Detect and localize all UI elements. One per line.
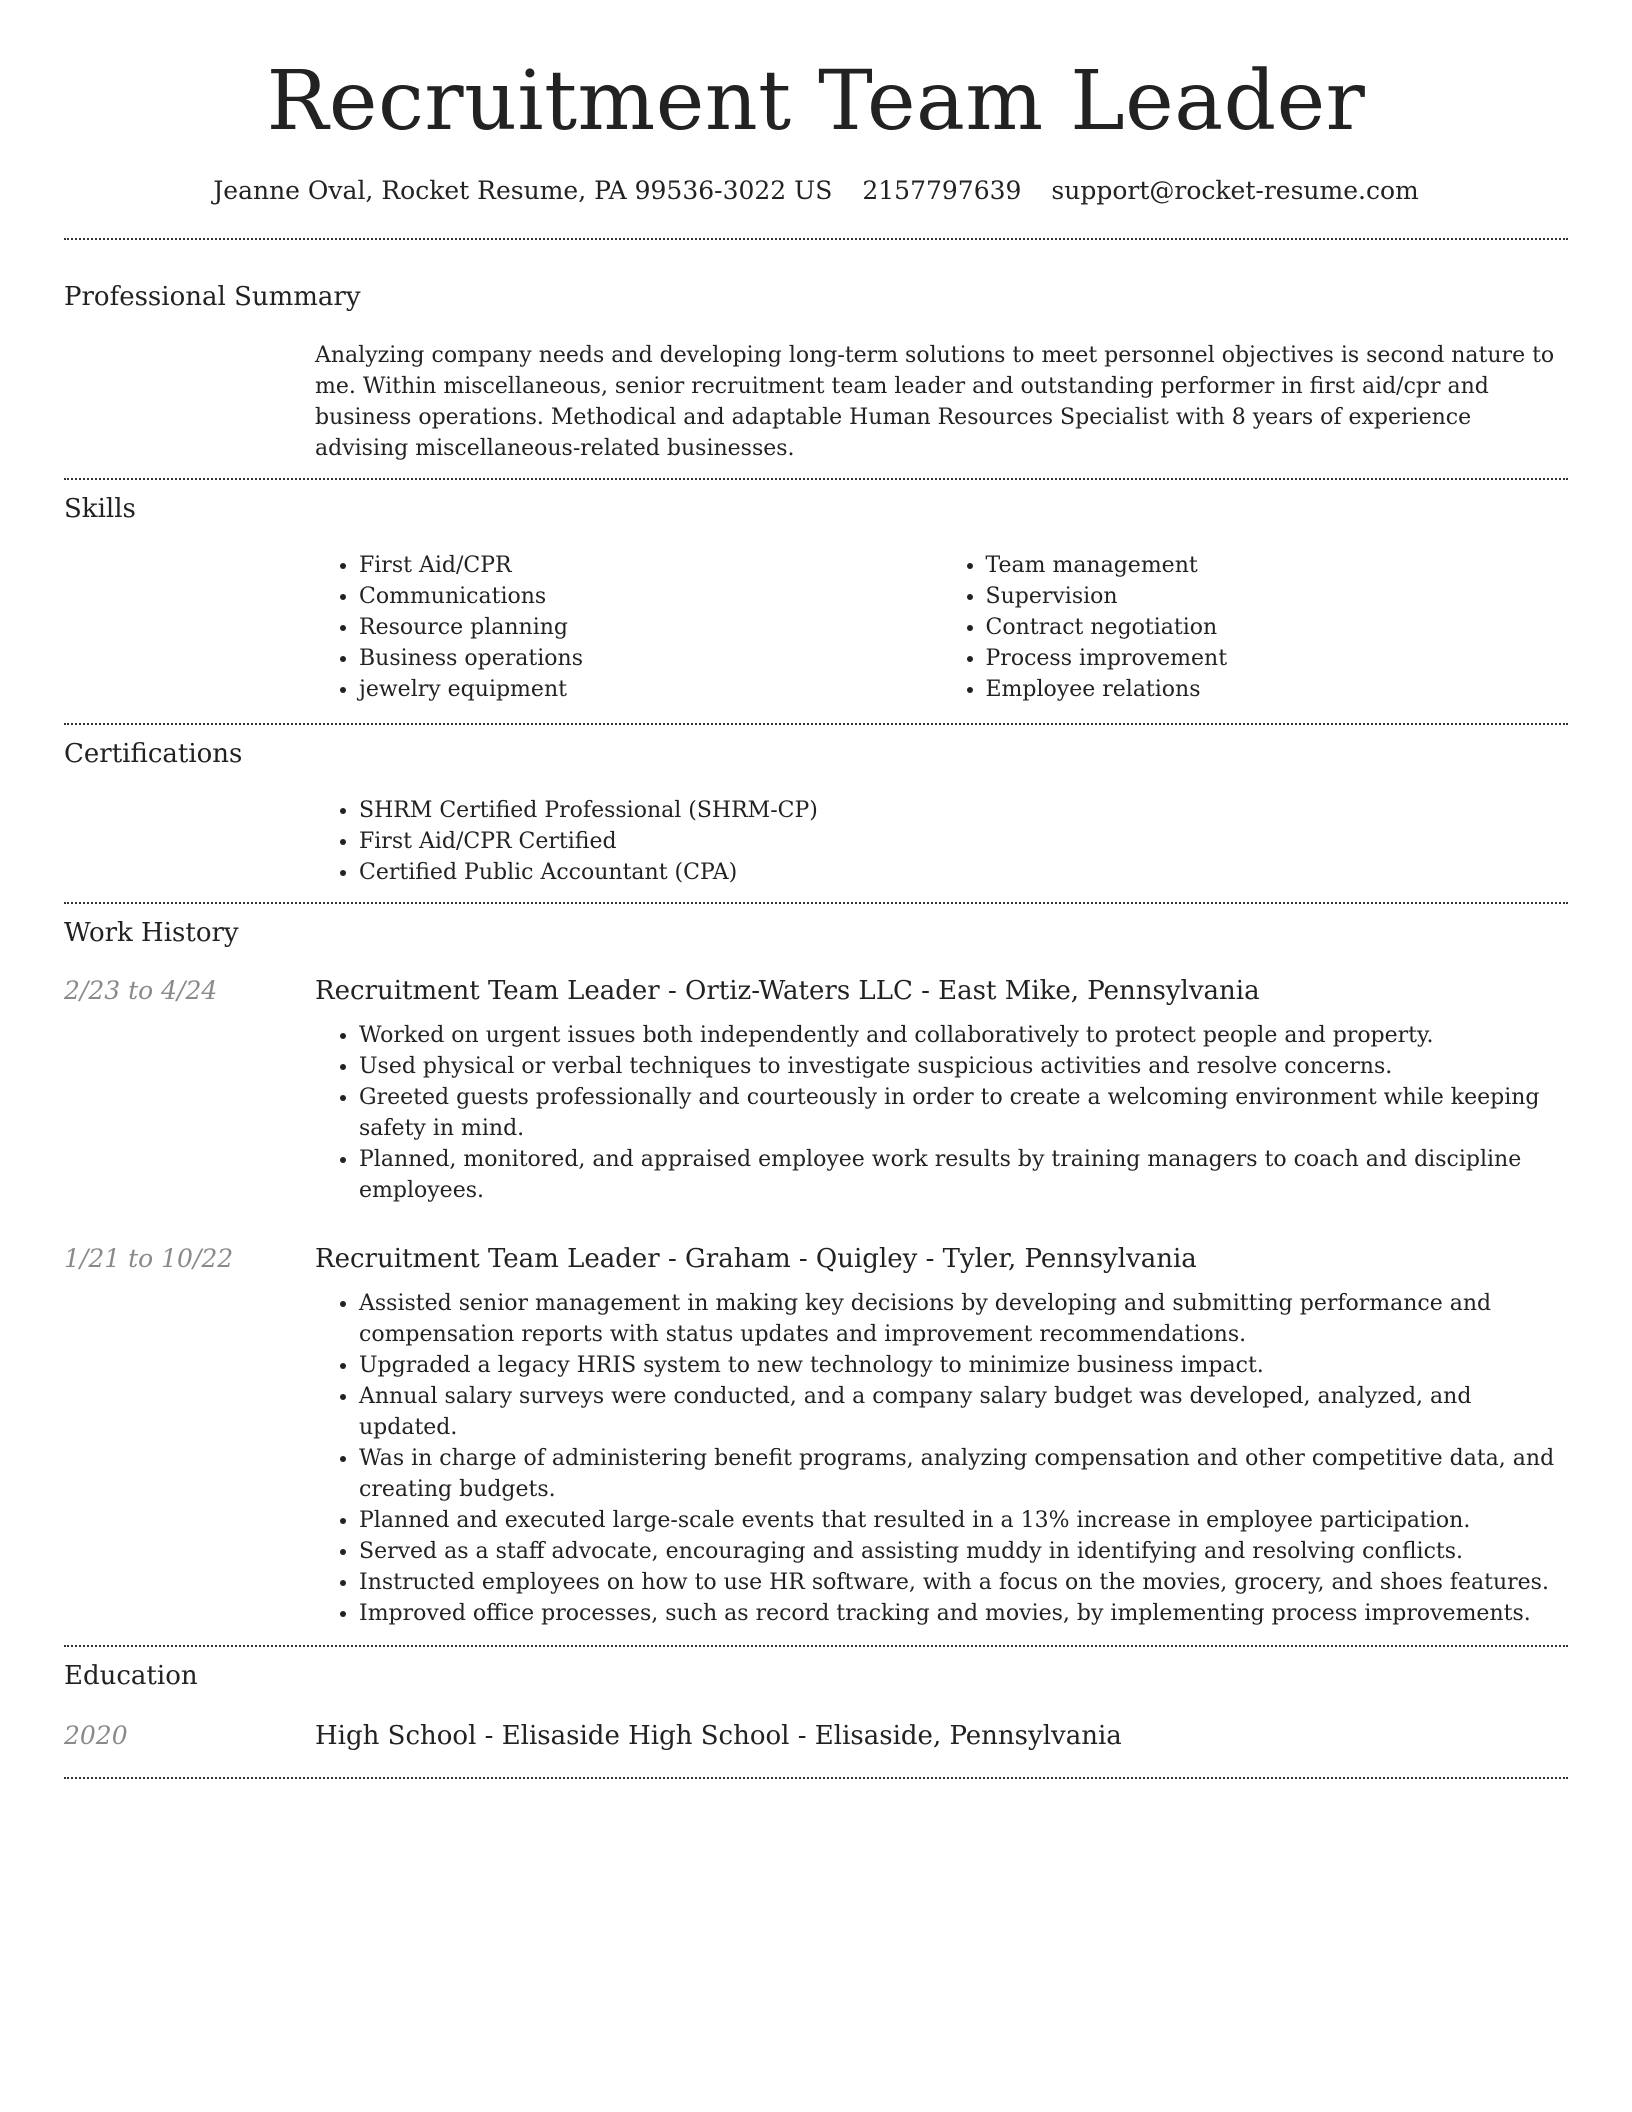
job-bullets xyxy=(315,1288,1568,1629)
education-title: High School - Elisaside High School - Elisaside, Pennsylvania xyxy=(315,1721,1122,1751)
job-bullet: • Improved office processes, such as record tracking and movies, by implementing process improvements. xyxy=(359,1598,1568,1629)
job-bullet: • Used physical or verbal techniques to investigate suspicious activities and resolve concerns. xyxy=(359,1051,1568,1082)
job-bullet: • Was in charge of administering benefit programs, analyzing compensation and other competitive data, and creating budgets. xyxy=(359,1443,1568,1505)
education-dates: 2020 xyxy=(64,1721,128,1750)
education-entry xyxy=(64,1719,1568,1753)
section-heading: Certifications xyxy=(64,739,243,769)
job-bullet: • Planned and executed large-scale events that resulted in a 13% increase in employee participation. xyxy=(359,1505,1568,1536)
certification-item: • Certified Public Accountant (CPA) xyxy=(359,857,1568,888)
section-education xyxy=(64,1647,1568,1777)
job-bullet: • Upgraded a legacy HRIS system to new technology to minimize business impact. xyxy=(359,1350,1568,1381)
certification-item: • SHRM Certified Professional (SHRM-CP) xyxy=(359,795,1568,826)
divider xyxy=(64,1777,1568,1779)
job-entry xyxy=(64,1242,1568,1629)
section-heading: Professional Summary xyxy=(64,282,361,312)
contact-line xyxy=(64,174,1568,208)
section-certifications xyxy=(64,725,1568,902)
contact-phone: 2157797639 xyxy=(862,176,1022,205)
job-bullets xyxy=(315,1020,1568,1206)
job-bullet: • Served as a staff advocate, encouraging and assisting muddy in identifying and resolving conflicts. xyxy=(359,1536,1568,1567)
job-bullet: • Assisted senior management in making key decisions by developing and submitting performance and compensation reports with status updates and improvement recommendations. xyxy=(359,1288,1568,1350)
skills-list-right xyxy=(942,550,1569,705)
summary-text: Analyzing company needs and developing long-term solutions to meet personnel objectives is second nature to me. Within miscellaneous, senior recruitment team leader and outstanding performer in first aid/cpr and business operations. Methodical and adaptable Human Resources Specialist with 8 years of experience advising miscellaneous-related businesses. xyxy=(315,343,1555,461)
job-title: Recruitment Team Leader - Ortiz-Waters LLC - East Mike, Pennsylvania xyxy=(315,976,1260,1006)
job-bullet: • Annual salary surveys were conducted, and a company salary budget was developed, analyzed, and updated. xyxy=(359,1381,1568,1443)
section-heading: Work History xyxy=(64,918,239,948)
section-skills xyxy=(64,480,1568,723)
skill-item: • jewelry equipment xyxy=(359,674,942,705)
certification-item: • First Aid/CPR Certified xyxy=(359,826,1568,857)
job-bullet: • Instructed employees on how to use HR software, with a focus on the movies, grocery, and shoes features. xyxy=(359,1567,1568,1598)
skill-item: • Process improvement xyxy=(986,643,1569,674)
section-professional-summary xyxy=(64,240,1568,478)
job-entry xyxy=(64,974,1568,1206)
skills-list-left xyxy=(315,550,942,705)
section-heading: Education xyxy=(64,1661,198,1691)
section-heading: Skills xyxy=(64,494,136,524)
job-bullet: • Greeted guests professionally and courteously in order to create a welcoming environment while keeping safety in mind. xyxy=(359,1082,1568,1144)
contact-email: support@rocket-resume.com xyxy=(1051,176,1419,205)
skill-item: • Business operations xyxy=(359,643,942,674)
resume-title: Recruitment Team Leader xyxy=(266,54,1366,149)
job-dates: 1/21 to 10/22 xyxy=(64,1244,234,1273)
certifications-list xyxy=(315,795,1568,888)
job-bullet: • Worked on urgent issues both independently and collaboratively to protect people and property. xyxy=(359,1020,1568,1051)
skill-item: • Supervision xyxy=(986,581,1569,612)
skill-item: • Employee relations xyxy=(986,674,1569,705)
skill-item: • Communications xyxy=(359,581,942,612)
job-bullet: • Planned, monitored, and appraised employee work results by training managers to coach and discipline employees. xyxy=(359,1144,1568,1206)
contact-address: Jeanne Oval, Rocket Resume, PA 99536-3022 US xyxy=(213,176,833,205)
skill-item: • Team management xyxy=(986,550,1569,581)
skill-item: • First Aid/CPR xyxy=(359,550,942,581)
section-work-history xyxy=(64,904,1568,1645)
skill-item: • Contract negotiation xyxy=(986,612,1569,643)
job-title: Recruitment Team Leader - Graham - Quigley - Tyler, Pennsylvania xyxy=(315,1244,1197,1274)
job-dates: 2/23 to 4/24 xyxy=(64,976,218,1005)
skill-item: • Resource planning xyxy=(359,612,942,643)
